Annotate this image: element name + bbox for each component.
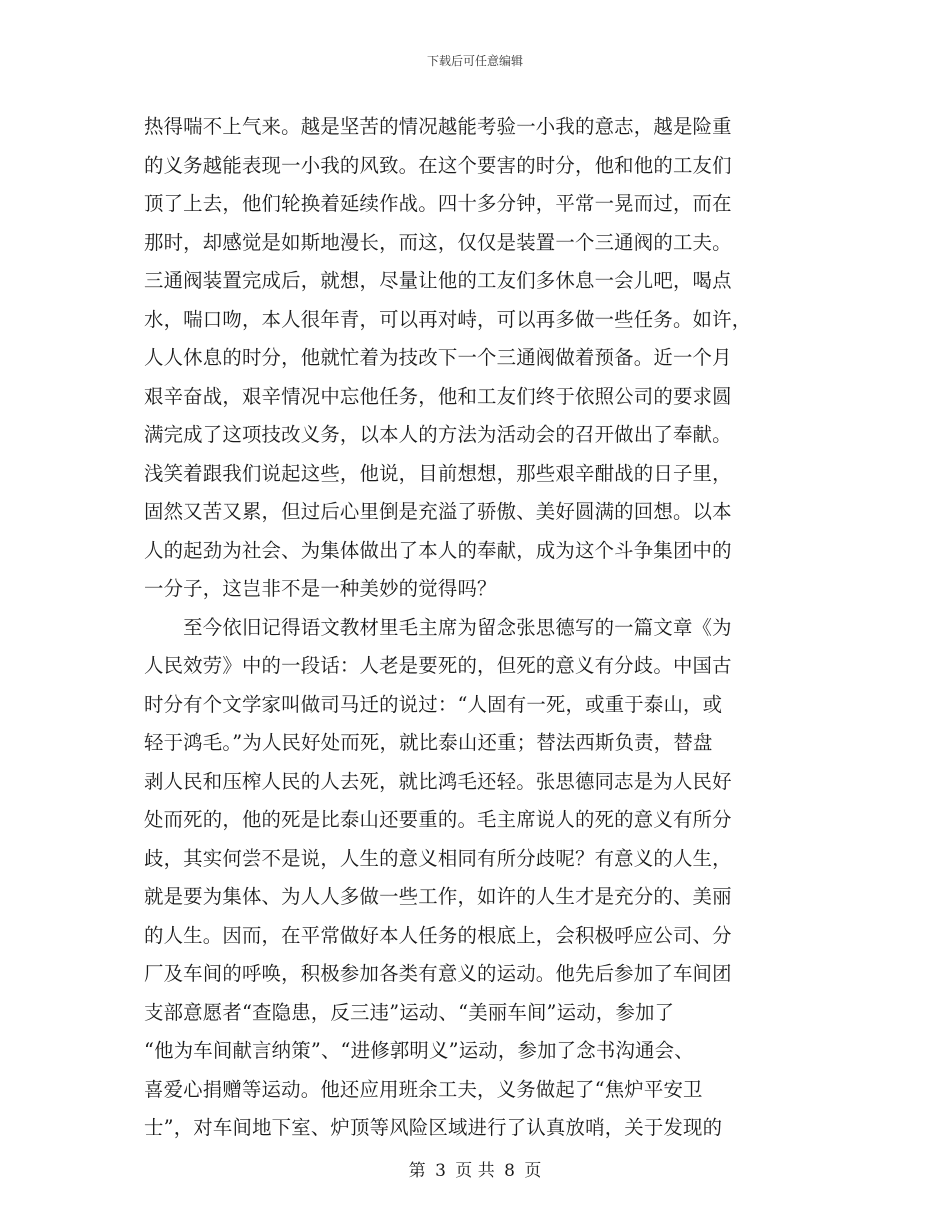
text-line: 水，喘口吻，本人很年青，可以再对峙，可以再多做一些任务。如许，: [144, 307, 752, 331]
text-line: 艰辛奋战，艰辛情况中忘他任务，他和工友们终于依照公司的要求圆: [144, 384, 732, 408]
text-line: 的义务越能表现一小我的风致。在这个要害的时分，他和他的工友们: [144, 153, 732, 177]
text-line: 顶了上去，他们轮换着延续作战。四十多分钟，平常一晃而过，而在: [144, 192, 732, 215]
text-line: 就是要为集体、为人人多做一些工作，如许的人生才是充分的、美丽: [144, 885, 732, 908]
text-line: “他为车间献言纳策”、“进修郭明义”运动，参加了念书沟通会、: [144, 1039, 694, 1062]
text-line: 歧，其实何尝不是说，人生的意义相同有所分歧呢？有意义的人生，: [144, 846, 732, 870]
text-line: 至今依旧记得语文教材里毛主席为留念张思德写的一篇文章《为: [144, 615, 732, 639]
page-suffix: 页: [524, 1161, 542, 1181]
text-line: 厂及车间的呼唤，积极参加各类有意义的运动。他先后参加了车间团: [144, 962, 732, 985]
text-line: 处而死的，他的死是比泰山还要重的。毛主席说人的死的意义有所分: [144, 808, 732, 831]
text-line: 轻于鸿毛。”为人民好处而死，就比泰山还重；替法西斯负责，替盘: [144, 731, 713, 754]
text-line: 剥人民和压榨人民的人去死，就比鸿毛还轻。张思德同志是为人民好: [144, 769, 732, 793]
text-line: 固然又苦又累，但过后心里倒是充溢了骄傲、美好圆满的回想。以本: [144, 500, 732, 523]
page-header: 下载后可任意编辑: [426, 54, 523, 68]
current-page-number: 3: [435, 1161, 446, 1181]
page-middle: 页 共: [455, 1161, 495, 1181]
text-line: 士”，对车间地下室、炉顶等风险区域进行了认真放哨，关于发现的: [144, 1116, 723, 1139]
text-line: 支部意愿者“查隐患，反三违”运动、“美丽车间”运动，参加了: [144, 1000, 675, 1024]
text-line: 三通阀装置完成后，就想，尽量让他的工友们多休息一会儿吧，喝点: [144, 269, 732, 292]
text-line: 时分有个文学家叫做司马迁的说过：“人固有一死，或重于泰山，或: [144, 692, 723, 716]
document-body: [144, 108, 804, 1148]
text-line: 热得喘不上气来。越是坚苦的情况越能考验一小我的意志，越是险重: [144, 115, 732, 138]
page-footer: [0, 1156, 950, 1181]
total-pages-number: 8: [504, 1161, 515, 1181]
text-line: 人民效劳》中的一段话：人老是要死的，但死的意义有分歧。中国古: [144, 654, 732, 677]
text-line: 一分子，这岂非不是一种美妙的觉得吗？: [144, 577, 497, 600]
page-prefix: 第: [408, 1161, 426, 1181]
text-line: 那时，却感觉是如斯地漫长，而这，仅仅是装置一个三通阀的工夫。: [144, 230, 732, 254]
text-line: 人的起劲为社会、为集体做出了本人的奉献，成为这个斗争集团中的: [144, 538, 732, 562]
text-line: 的人生。因而，在平常做好本人任务的根底上，会积极呼应公司、分: [144, 923, 732, 947]
text-line: 浅笑着跟我们说起这些，他说，目前想想，那些艰辛酣战的日子里，: [144, 461, 732, 485]
text-line: 喜爱心捐赠等运动。他还应用班余工夫，义务做起了“焦炉平安卫: [144, 1077, 703, 1101]
text-line: 满完成了这项技改义务，以本人的方法为活动会的召开做出了奉献。: [144, 423, 732, 446]
text-line: 人人休息的时分，他就忙着为技改下一个三通阀做着预备。近一个月: [144, 346, 732, 369]
